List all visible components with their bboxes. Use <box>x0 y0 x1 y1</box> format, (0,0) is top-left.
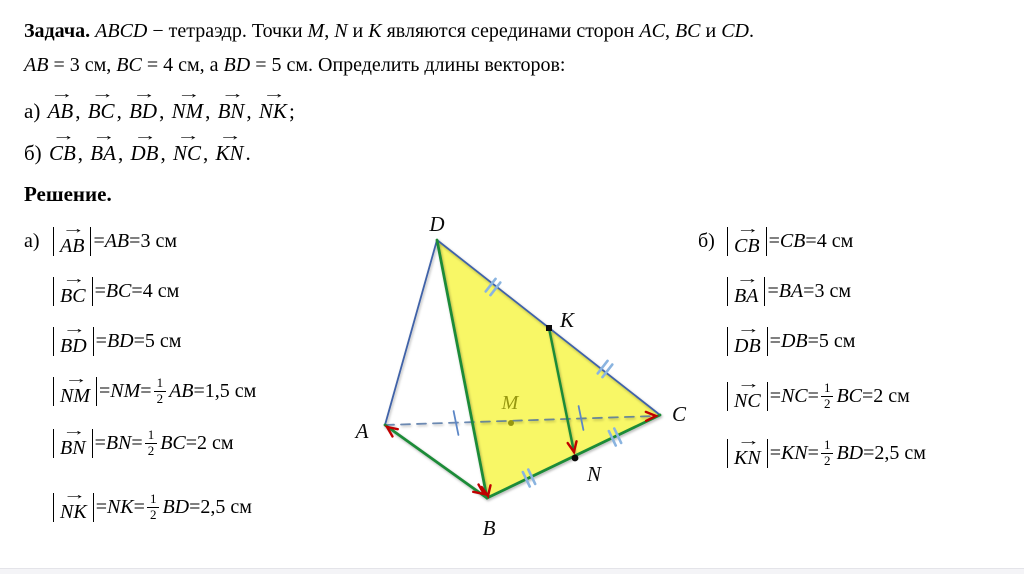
equals-sign: = <box>803 279 815 302</box>
abs-value <box>727 327 768 356</box>
separator: , <box>159 99 170 123</box>
math-var: DB <box>780 329 808 352</box>
solution-heading: Решение. <box>24 182 112 206</box>
edge-da <box>385 240 437 425</box>
vector-name: BD → <box>127 92 159 122</box>
point-n-marker <box>572 455 579 462</box>
equation-row <box>698 371 926 421</box>
equals-sign: = <box>769 384 781 407</box>
vector-name: AB → <box>46 92 76 122</box>
face-dbc <box>437 240 660 498</box>
text-run: . <box>749 20 755 42</box>
label-b: B <box>482 516 496 540</box>
one-half-fraction <box>154 376 167 406</box>
fraction-denominator: 2 <box>147 442 155 458</box>
math-var: BC <box>674 20 701 42</box>
point-m-marker <box>508 420 514 426</box>
abs-value <box>727 382 768 411</box>
one-half-fraction <box>147 492 160 522</box>
abs-value <box>53 327 94 356</box>
math-var: AB <box>169 379 194 402</box>
math-var: BD <box>106 329 134 352</box>
vector-name: NK → <box>58 493 89 522</box>
math-var: M <box>307 20 325 42</box>
equation-row <box>24 482 256 532</box>
equals-sign: = <box>99 379 111 402</box>
equals-sign: = <box>189 495 201 518</box>
fraction-denominator: 2 <box>823 452 831 468</box>
abs-value <box>727 277 765 306</box>
math-var: AB <box>104 229 130 252</box>
slide-bottom-edge <box>0 568 1024 574</box>
equation-row <box>698 266 926 316</box>
vector-list-b <box>24 134 251 166</box>
text-run: = 3 см, <box>48 54 117 76</box>
vector-list-a <box>24 92 295 124</box>
equals-sign: = <box>133 495 145 518</box>
math-var: BC <box>116 54 142 76</box>
result-value: 5 см <box>144 329 182 352</box>
text-run: , <box>664 20 675 42</box>
result-value: 4 см <box>142 279 180 302</box>
one-half-fraction <box>821 381 834 411</box>
math-var: NC <box>780 384 808 407</box>
vector-name: BN → <box>58 429 88 458</box>
point-k-marker <box>546 325 552 331</box>
label-m: M <box>501 392 519 414</box>
separator: , <box>75 99 86 123</box>
equals-sign: = <box>807 441 819 464</box>
result-value: 3 см <box>814 279 851 302</box>
text-run: являются серединами сторон <box>381 20 640 42</box>
tetrahedron-diagram <box>350 205 702 550</box>
equals-sign: = <box>94 431 106 454</box>
math-var: BC <box>105 279 132 302</box>
text-run: = 4 см, а <box>141 54 224 76</box>
separator: ; <box>288 99 295 123</box>
equals-sign: = <box>863 441 875 464</box>
equals-sign: = <box>805 229 817 252</box>
vector-name: NM → <box>170 92 206 122</box>
vector-name: BN → <box>216 92 247 122</box>
result-value: 2,5 см <box>200 495 252 518</box>
equals-sign: = <box>95 495 107 518</box>
equation-row <box>24 316 256 366</box>
equals-sign: = <box>95 329 107 352</box>
math-var: BD <box>223 54 251 76</box>
equals-sign: = <box>93 229 105 252</box>
solution-column-b <box>698 216 926 478</box>
equals-sign: = <box>131 431 143 454</box>
text-run: − тетраэдр. Точки <box>147 20 308 42</box>
equation-row <box>24 366 256 416</box>
edge-ab <box>385 425 487 498</box>
equals-sign: = <box>94 279 106 302</box>
equals-sign: = <box>129 229 141 252</box>
equals-sign: = <box>767 279 779 302</box>
equation-row <box>698 216 926 266</box>
abs-value <box>727 227 767 256</box>
math-var: NK <box>106 495 134 518</box>
vector-name: NC → <box>171 134 203 164</box>
fraction-numerator: 1 <box>821 438 834 453</box>
separator: . <box>245 141 251 165</box>
equation-row <box>24 418 256 468</box>
list-label: а) <box>24 99 46 123</box>
abs-value <box>53 429 93 458</box>
equation-row <box>24 216 256 266</box>
math-var: ABCD <box>95 20 148 42</box>
fraction-numerator: 1 <box>154 376 167 391</box>
fraction-denominator: 2 <box>823 395 831 411</box>
equals-sign: = <box>193 379 205 402</box>
vector-name: NC → <box>732 382 763 411</box>
list-label: б) <box>24 141 47 165</box>
equation-row <box>698 428 926 478</box>
math-var: AC <box>639 20 665 42</box>
abs-value <box>53 277 93 306</box>
math-var: AB <box>24 54 49 76</box>
solution-column-a <box>24 216 256 532</box>
fraction-denominator: 2 <box>156 390 164 406</box>
label-n: N <box>587 462 602 486</box>
abs-value <box>53 227 91 256</box>
equation-row <box>698 316 926 366</box>
math-var: BD <box>162 495 190 518</box>
equation-row <box>24 266 256 316</box>
label-c: C <box>672 402 687 426</box>
equals-sign: = <box>140 379 152 402</box>
vector-name: NK → <box>257 92 289 122</box>
one-half-fraction <box>821 438 834 468</box>
math-var: N <box>334 20 348 42</box>
separator: , <box>117 141 129 165</box>
separator: , <box>205 99 216 123</box>
text-run: , <box>324 20 335 42</box>
equals-sign: = <box>807 329 819 352</box>
vector-name: DB → <box>128 134 160 164</box>
problem-statement-line1 <box>24 20 754 43</box>
abs-value <box>53 377 97 406</box>
vector-name: BC → <box>58 277 88 306</box>
separator: , <box>116 99 128 123</box>
math-var: BD <box>836 441 864 464</box>
vector-name: BA → <box>88 134 118 164</box>
equals-sign: = <box>131 279 143 302</box>
math-var: BA <box>778 279 804 302</box>
fraction-numerator: 1 <box>145 428 158 443</box>
equals-sign: = <box>807 384 819 407</box>
problem-statement-line2 <box>24 54 566 77</box>
text-run: и <box>347 20 369 42</box>
result-value: 2 см <box>873 384 910 407</box>
fraction-numerator: 1 <box>147 492 160 507</box>
text-run: = 5 см. Определить длины векторов: <box>250 54 566 76</box>
row-label: а) <box>24 229 40 252</box>
one-half-fraction <box>145 428 158 458</box>
result-value: 3 см <box>140 229 177 252</box>
math-var: CD <box>721 20 750 42</box>
math-var: K <box>368 20 382 42</box>
vector-name: BC → <box>86 92 117 122</box>
text-run: и <box>700 20 722 42</box>
vector-name: KN → <box>213 134 245 164</box>
label-d: D <box>429 212 445 236</box>
math-var: BC <box>160 431 186 454</box>
equals-sign: = <box>769 441 781 464</box>
vector-name: AB → <box>58 227 86 256</box>
label-a: A <box>355 419 369 443</box>
vector-name: KN → <box>732 439 763 468</box>
abs-value <box>53 493 94 522</box>
vector-name: DB → <box>732 327 763 356</box>
abs-value <box>727 439 768 468</box>
result-value: 2,5 см <box>874 441 926 464</box>
math-var: KN <box>780 441 808 464</box>
bold-text: Задача. <box>24 20 91 42</box>
fraction-denominator: 2 <box>149 506 157 522</box>
equals-sign: = <box>133 329 145 352</box>
separator: , <box>246 99 257 123</box>
label-k: K <box>560 308 575 332</box>
vector-name: CB → <box>732 227 762 256</box>
result-value: 5 см <box>818 329 856 352</box>
vector-name: BD → <box>58 327 89 356</box>
math-var: BN <box>105 431 132 454</box>
vector-name: NM → <box>58 377 92 406</box>
separator: , <box>202 141 214 165</box>
equals-sign: = <box>769 329 781 352</box>
equals-sign: = <box>185 431 198 454</box>
row-label: б) <box>698 229 715 252</box>
result-value: 4 см <box>816 229 854 252</box>
fraction-numerator: 1 <box>821 381 834 396</box>
separator: , <box>160 141 171 165</box>
math-var: NM <box>110 379 141 402</box>
math-var: CB <box>779 229 806 252</box>
vector-name: BA → <box>732 277 760 306</box>
result-value: 1,5 см <box>204 379 257 402</box>
result-value: 2 см <box>197 431 234 454</box>
vector-name: CB → <box>47 134 78 164</box>
math-var: BC <box>836 384 862 407</box>
equals-sign: = <box>768 229 780 252</box>
equals-sign: = <box>862 384 874 407</box>
separator: , <box>77 141 89 165</box>
